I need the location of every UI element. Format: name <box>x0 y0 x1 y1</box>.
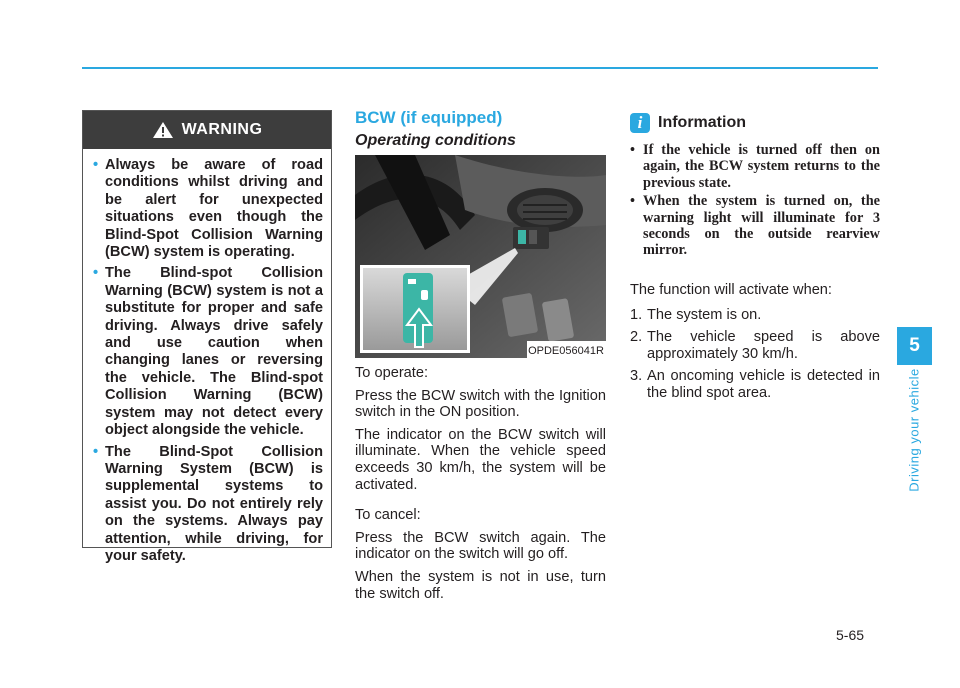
information-header <box>630 113 746 133</box>
page-number: 5-65 <box>836 627 865 643</box>
warning-header <box>83 111 331 149</box>
information-title: Information <box>658 114 746 131</box>
warning-box <box>82 110 332 564</box>
warning-title: WARNING <box>181 121 263 138</box>
warning-item: • Always be aware of road conditions whilst driving and be alert for unexpected situations even though the Blind-Spot Collision Warning (BCW) system is operating. <box>93 157 323 261</box>
warning-item: • The Blind-Spot Collision Warning System (BCW) is supplemental systems to assist you. Do not entirely rely on the systems. Always pay attention, while driving, for your safety. <box>93 444 323 566</box>
activation-list <box>630 307 880 402</box>
information-item: • If the vehicle is turned off then on again, the BCW system returns to the previous state. <box>630 142 880 191</box>
item-text: The system is on. <box>647 306 762 323</box>
item-text: The vehicle speed is above approximately 30 km/h. <box>647 329 880 362</box>
info-icon: i <box>630 113 650 133</box>
to-operate-label: To operate: <box>355 365 429 381</box>
item-text: An oncoming vehicle is detected in the blind spot area. <box>647 368 880 401</box>
cancel-paragraph: When the system is not in use, turn the switch off. <box>355 568 606 602</box>
section-title: BCW (if equipped) <box>355 108 503 127</box>
chapter-tab: 5 <box>897 327 932 365</box>
to-cancel-label: To cancel: <box>355 507 421 524</box>
activation-conditions <box>630 282 880 408</box>
item-number: 3. <box>630 368 643 385</box>
list-item <box>630 368 880 401</box>
list-item <box>630 307 880 324</box>
header-rule <box>82 67 878 69</box>
section-subtitle: Operating conditions <box>355 132 516 149</box>
cancel-paragraph: Press the BCW switch again. The indicator on the switch will go off. <box>355 529 606 563</box>
activation-intro: The function will activate when: <box>630 282 832 298</box>
operation-instructions <box>355 365 606 608</box>
information-list <box>630 142 880 261</box>
operate-paragraph: Press the BCW switch with the Ignition switch in the ON position. <box>355 387 606 421</box>
warning-triangle-icon <box>152 121 174 139</box>
operate-paragraph: The indicator on the BCW switch will illuminate. When the vehicle speed exceeds 30 km/h, the system will be activated. <box>355 426 606 493</box>
bcw-switch-photo <box>355 155 606 358</box>
information-item: • When the system is turned on, the warning light will illuminate for 3 seconds on the outside rearview mirror. <box>630 193 880 259</box>
item-number: 2. <box>630 329 643 346</box>
chapter-label: Driving your vehicle <box>906 368 922 492</box>
warning-list <box>83 149 331 565</box>
image-code: OPDE056041R <box>528 345 604 357</box>
warning-item: • The Blind-spot Collision Warning (BCW) system is not a substitute for proper and safe driving. Always drive safely and use caution when changing lanes or reversing the vehicle. The Blind-spot Collision Warning (BCW) system may not detect every object alongside the vehicle. <box>93 265 323 439</box>
list-item <box>630 329 880 362</box>
item-number: 1. <box>630 306 643 323</box>
